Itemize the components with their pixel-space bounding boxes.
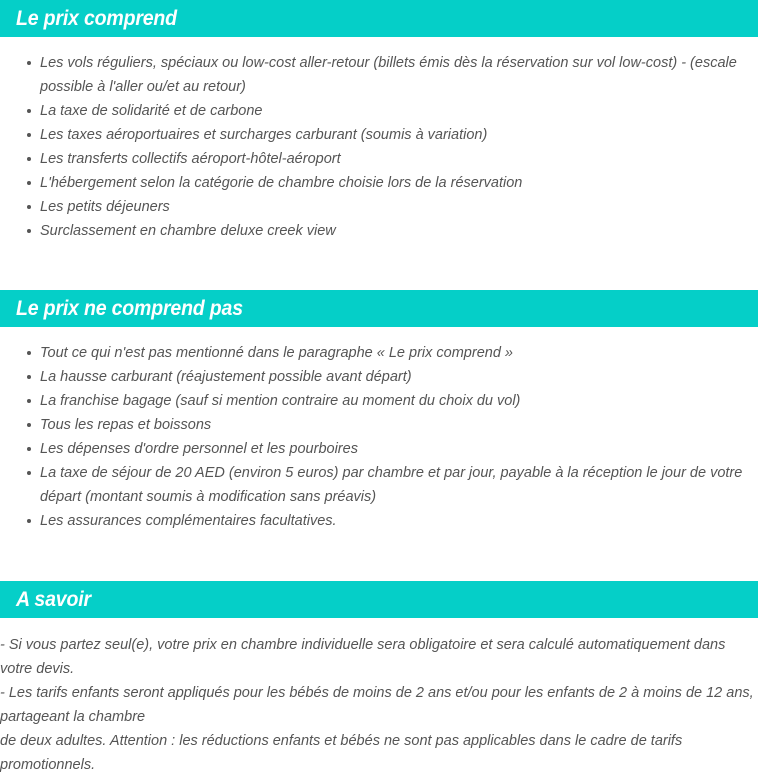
- section-header-a-savoir: [0, 581, 758, 618]
- spacer-between-section-2-3: [0, 533, 758, 581]
- list-item: [0, 147, 758, 171]
- bullet-dot-icon: [27, 181, 31, 185]
- bullet-list-le-prix-comprend: [0, 51, 758, 243]
- list-item: [0, 51, 758, 99]
- note-paragraph: - Si vous partez seul(e), votre prix en chambre individuelle sera obligatoire et sera calculé automatiquement dans votre devis.: [0, 637, 726, 677]
- list-item-text: Les vols réguliers, spéciaux ou low-cost aller-retour (billets émis dès la réservation sur vol low-cost) - (escale possible à l'aller ou/et au retour): [40, 55, 737, 95]
- bullet-dot-icon: [27, 61, 31, 65]
- section-body-le-prix-ne-comprend-pas: [0, 341, 758, 533]
- spacer-after-header-3: [0, 618, 758, 633]
- list-item-text: Les transferts collectifs aéroport-hôtel-aéroport: [40, 151, 341, 167]
- spacer-between-section-1-2: [0, 243, 758, 290]
- list-item: [0, 365, 758, 389]
- bullet-dot-icon: [27, 519, 31, 523]
- list-item: [0, 99, 758, 123]
- list-item: [0, 509, 758, 533]
- list-item: [0, 219, 758, 243]
- list-item-text: Tout ce qui n'est pas mentionné dans le paragraphe « Le prix comprend »: [40, 345, 513, 361]
- list-item: [0, 413, 758, 437]
- bullet-dot-icon: [27, 351, 31, 355]
- section-title-a-savoir: A savoir: [16, 588, 91, 611]
- bullet-dot-icon: [27, 205, 31, 209]
- section-body-a-savoir: [0, 633, 758, 777]
- list-item-text: L'hébergement selon la catégorie de chambre choisie lors de la réservation: [40, 175, 523, 191]
- bullet-dot-icon: [27, 109, 31, 113]
- bullet-dot-icon: [27, 133, 31, 137]
- list-item-text: Les petits déjeuners: [40, 199, 170, 215]
- list-item-text: Surclassement en chambre deluxe creek view: [40, 223, 336, 239]
- bullet-dot-icon: [27, 229, 31, 233]
- section-title-le-prix-comprend: Le prix comprend: [16, 7, 177, 30]
- list-item: [0, 437, 758, 461]
- section-body-le-prix-comprend: [0, 51, 758, 243]
- bullet-dot-icon: [27, 471, 31, 475]
- note-paragraph: de deux adultes. Attention : les réductions enfants et bébés ne sont pas applicables dans le cadre de tarifs promotionnels.: [0, 733, 683, 773]
- list-item: [0, 171, 758, 195]
- bullet-dot-icon: [27, 399, 31, 403]
- spacer-after-header-1: [0, 37, 758, 51]
- list-item-text: La taxe de séjour de 20 AED (environ 5 euros) par chambre et par jour, payable à la réception le jour de votre départ (montant soumis à modification sans préavis): [40, 465, 743, 505]
- list-item-text: Les assurances complémentaires facultatives.: [40, 513, 337, 529]
- list-item: [0, 195, 758, 219]
- list-item-text: La taxe de solidarité et de carbone: [40, 103, 263, 119]
- bullet-dot-icon: [27, 375, 31, 379]
- section-header-le-prix-comprend: [0, 0, 758, 37]
- note-paragraph: - Les tarifs enfants seront appliqués pour les bébés de moins de 2 ans et/ou pour les enfants de 2 à moins de 12 ans, partageant la chambre: [0, 685, 754, 725]
- list-item-text: Tous les repas et boissons: [40, 417, 212, 433]
- bullet-dot-icon: [27, 157, 31, 161]
- bullet-dot-icon: [27, 423, 31, 427]
- section-title-le-prix-ne-comprend-pas: Le prix ne comprend pas: [16, 297, 243, 320]
- list-item: [0, 341, 758, 365]
- list-item: [0, 389, 758, 413]
- list-item-text: Les taxes aéroportuaires et surcharges carburant (soumis à variation): [40, 127, 488, 143]
- bullet-dot-icon: [27, 447, 31, 451]
- bullet-list-le-prix-ne-comprend-pas: [0, 341, 758, 533]
- list-item-text: La franchise bagage (sauf si mention contraire au moment du choix du vol): [40, 393, 521, 409]
- spacer-after-header-2: [0, 327, 758, 341]
- section-header-le-prix-ne-comprend-pas: [0, 290, 758, 327]
- list-item: [0, 461, 758, 509]
- list-item-text: La hausse carburant (réajustement possible avant départ): [40, 369, 412, 385]
- list-item-text: Les dépenses d'ordre personnel et les pourboires: [40, 441, 358, 457]
- list-item: [0, 123, 758, 147]
